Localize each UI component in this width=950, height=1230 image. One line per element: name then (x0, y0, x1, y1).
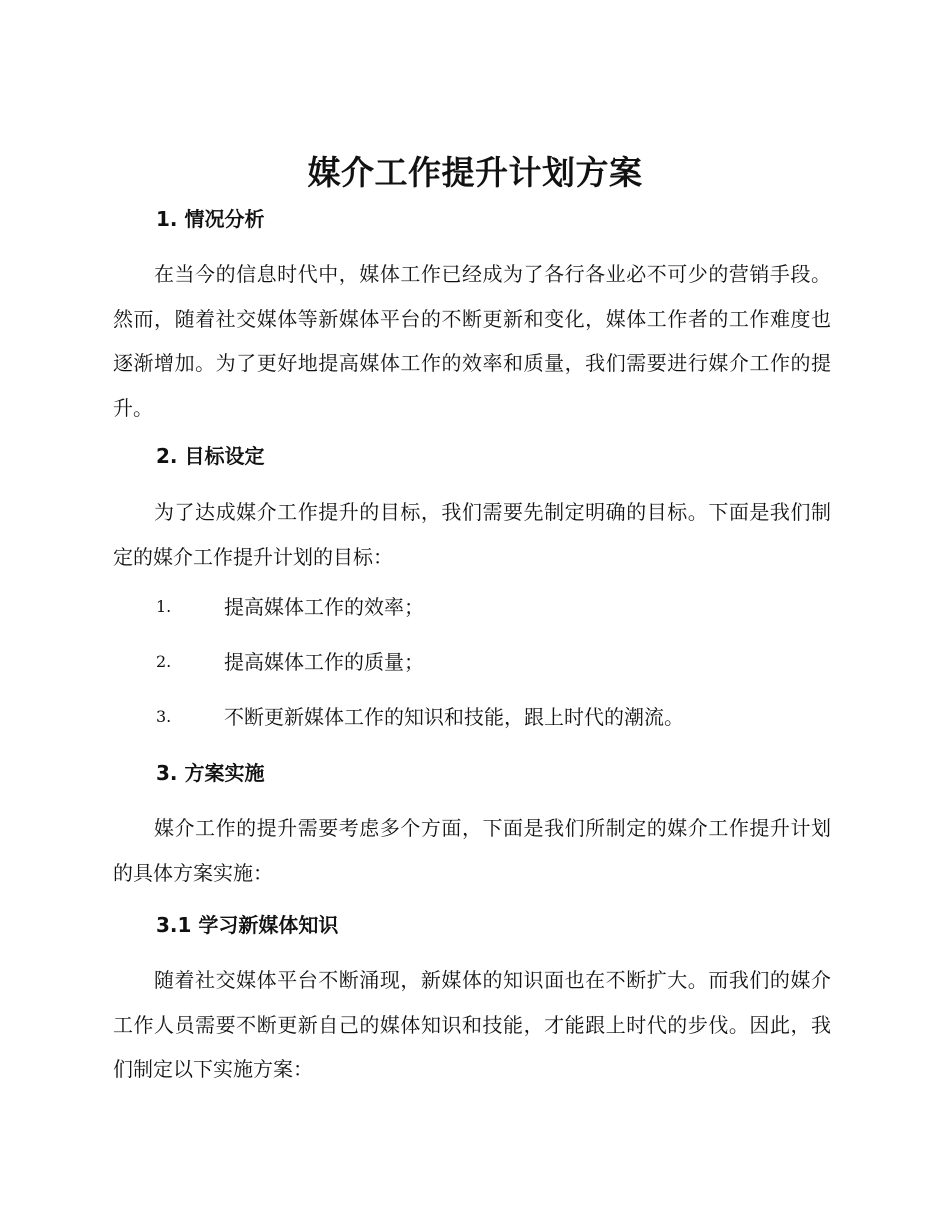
list-number: 1. (156, 597, 172, 616)
section-heading-3: 3. 方案实施 (156, 761, 265, 785)
list-number: 2. (156, 652, 172, 671)
list-number: 3. (156, 707, 172, 726)
section-heading-2: 2. 目标设定 (156, 444, 265, 468)
section-2-paragraph: 为了达成媒介工作提升的目标，我们需要先制定明确的目标。下面是我们制定的媒介工作提升计划的目标： (113, 500, 831, 569)
list-text: 提高媒体工作的效率； (224, 595, 424, 619)
goal-list-item-2 (156, 644, 836, 680)
section-3-1-paragraph: 随着社交媒体平台不断涌现，新媒体的知识面也在不断扩大。而我们的媒介工作人员需要不断更新自己的媒体知识和技能，才能跟上时代的步伐。因此，我们制定以下实施方案： (113, 968, 831, 1082)
section-heading-3-1: 3.1 学习新媒体知识 (156, 913, 339, 937)
section-3-paragraph: 媒介工作的提升需要考虑多个方面，下面是我们所制定的媒介工作提升计划的具体方案实施： (113, 816, 831, 885)
section-1-paragraph: 在当今的信息时代中，媒体工作已经成为了各行各业必不可少的营销手段。然而，随着社交媒体等新媒体平台的不断更新和变化，媒体工作者的工作难度也逐渐增加。为了更好地提高媒体工作的效率和质量，我们需要进行媒介工作的提升。 (113, 262, 831, 420)
goal-list-item-3 (156, 699, 836, 735)
document-title: 媒介工作提升计划方案 (307, 153, 643, 192)
section-heading-1: 1. 情况分析 (156, 207, 265, 231)
list-text: 不断更新媒体工作的知识和技能，跟上时代的潮流。 (224, 705, 684, 729)
goal-list-item-1 (156, 589, 836, 625)
list-text: 提高媒体工作的质量； (224, 650, 424, 674)
